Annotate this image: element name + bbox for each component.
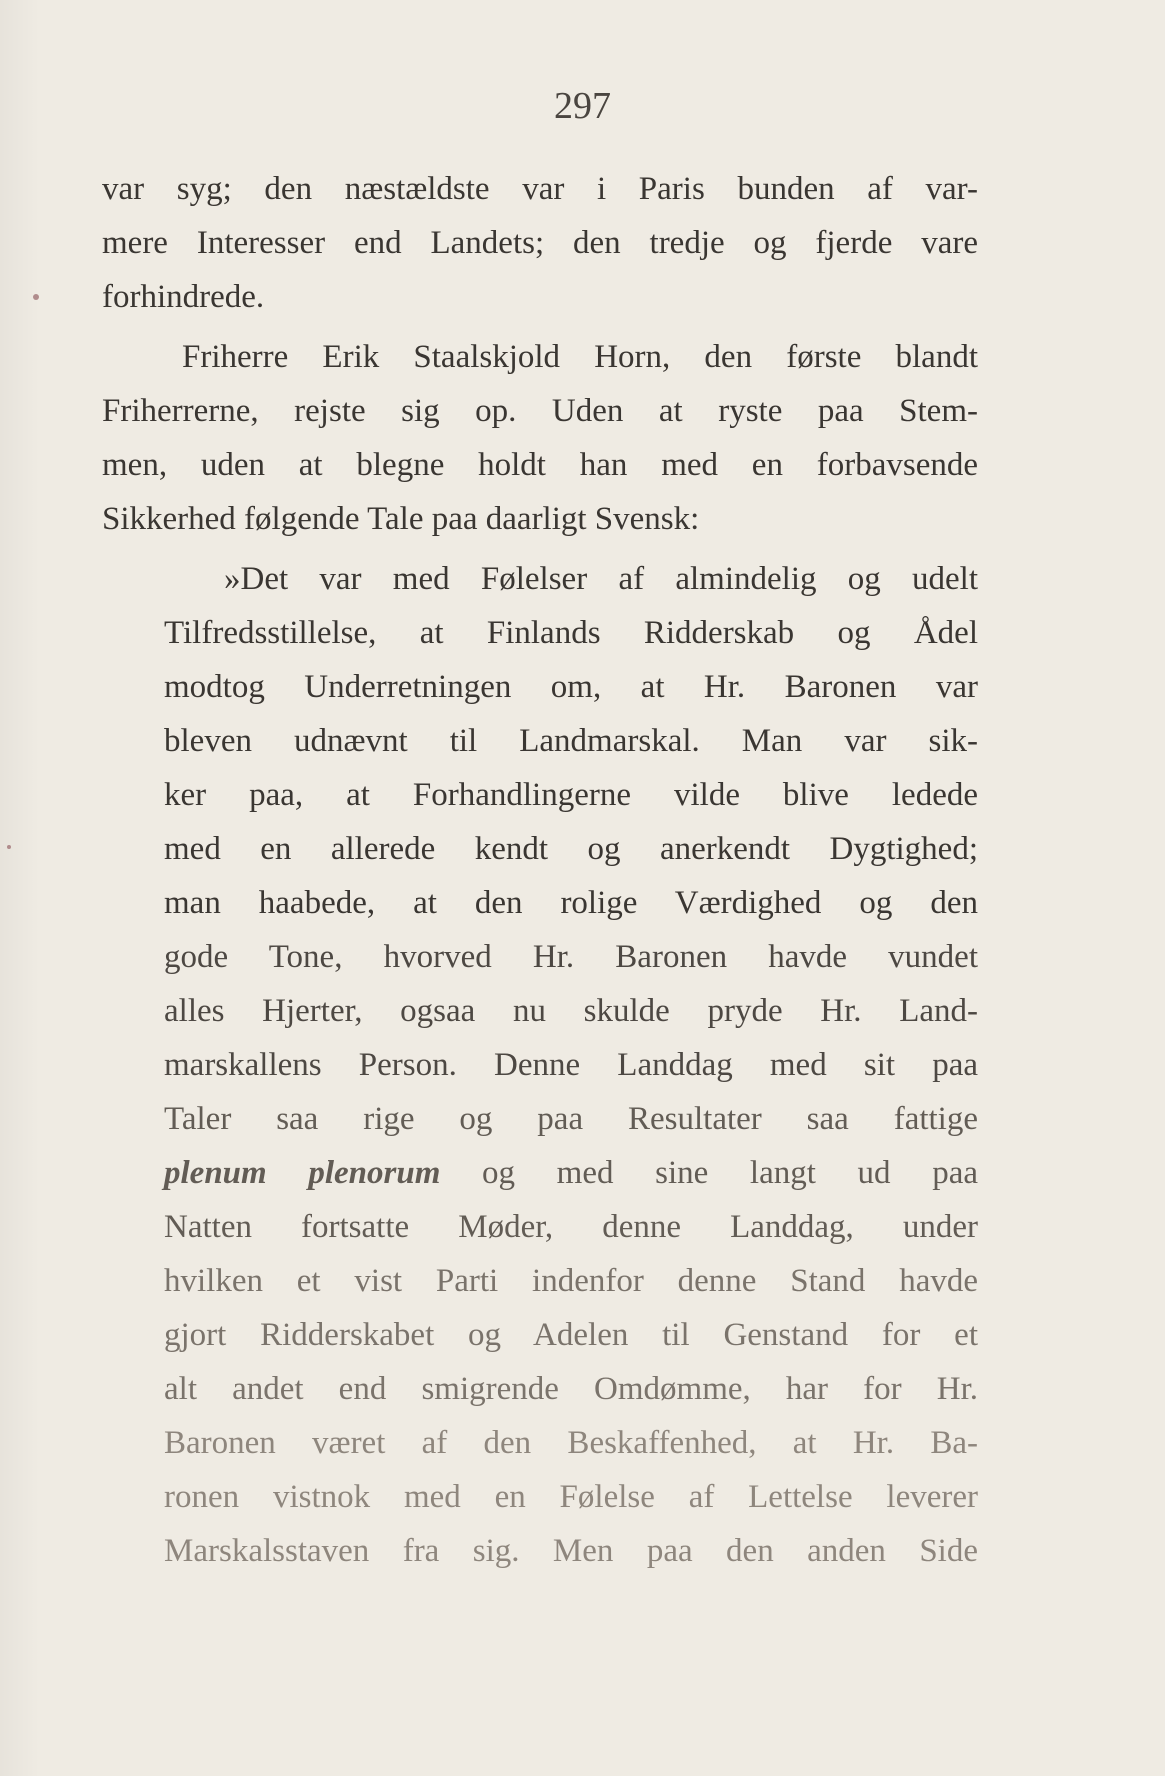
- text-line: var syg; den næstældste var i Paris bunden af var-: [102, 171, 978, 207]
- quote-line: hvilken et vist Parti indenfor denne Stand havde: [164, 1263, 978, 1299]
- quote-line: gjort Ridderskabet og Adelen til Genstand for et: [164, 1317, 978, 1353]
- latin-term: plenum plenorum: [164, 1155, 441, 1191]
- quote-line: marskallens Person. Denne Landdag med sit paa: [164, 1047, 978, 1083]
- quote-line: ronen vistnok med en Følelse af Lettelse leverer: [164, 1479, 978, 1515]
- quote-line: Taler saa rige og paa Resultater saa fattige: [164, 1101, 978, 1137]
- latin-line-rest: og med sine langt ud paa: [482, 1155, 978, 1191]
- text-line: Sikkerhed følgende Tale paa daarligt Svensk:: [102, 501, 700, 537]
- quote-line: bleven udnævnt til Landmarskal. Man var sik-: [164, 723, 978, 759]
- quote-line: »Det var med Følelser af almindelig og udelt: [224, 561, 978, 597]
- quote-line: Marskalsstaven fra sig. Men paa den anden Side: [164, 1533, 978, 1569]
- text-line: mere Interesser end Landets; den tredje og fjerde vare: [102, 225, 978, 261]
- quote-line: med en allerede kendt og anerkendt Dygtighed;: [164, 831, 978, 867]
- quote-line: ker paa, at Forhandlingerne vilde blive ledede: [164, 777, 978, 813]
- text-line: forhindrede.: [102, 279, 265, 315]
- quote-line-latin: [164, 1146, 978, 1200]
- quote-line: man haabede, at den rolige Værdighed og den: [164, 885, 978, 921]
- margin-mark: [33, 294, 39, 300]
- text-line: men, uden at blegne holdt han med en forbavsende: [102, 447, 978, 483]
- margin-mark: [7, 845, 11, 849]
- quote-line: gode Tone, hvorved Hr. Baronen havde vundet: [164, 939, 978, 975]
- quote-line: modtog Underretningen om, at Hr. Baronen var: [164, 669, 978, 705]
- quote-line: alles Hjerter, ogsaa nu skulde pryde Hr. Land-: [164, 993, 978, 1029]
- quote-line: Tilfredsstillelse, at Finlands Ridderskab og Ådel: [164, 615, 978, 651]
- quote-line: alt andet end smigrende Omdømme, har for Hr.: [164, 1371, 978, 1407]
- text-line: Friherre Erik Staalskjold Horn, den første blandt: [182, 339, 978, 375]
- quote-line: Baronen været af den Beskaffenhed, at Hr. Ba-: [164, 1425, 978, 1461]
- text-line: Friherrerne, rejste sig op. Uden at ryste paa Stem-: [102, 393, 978, 429]
- quote-line: Natten fortsatte Møder, denne Landdag, under: [164, 1209, 978, 1245]
- page-number: 297: [554, 85, 611, 127]
